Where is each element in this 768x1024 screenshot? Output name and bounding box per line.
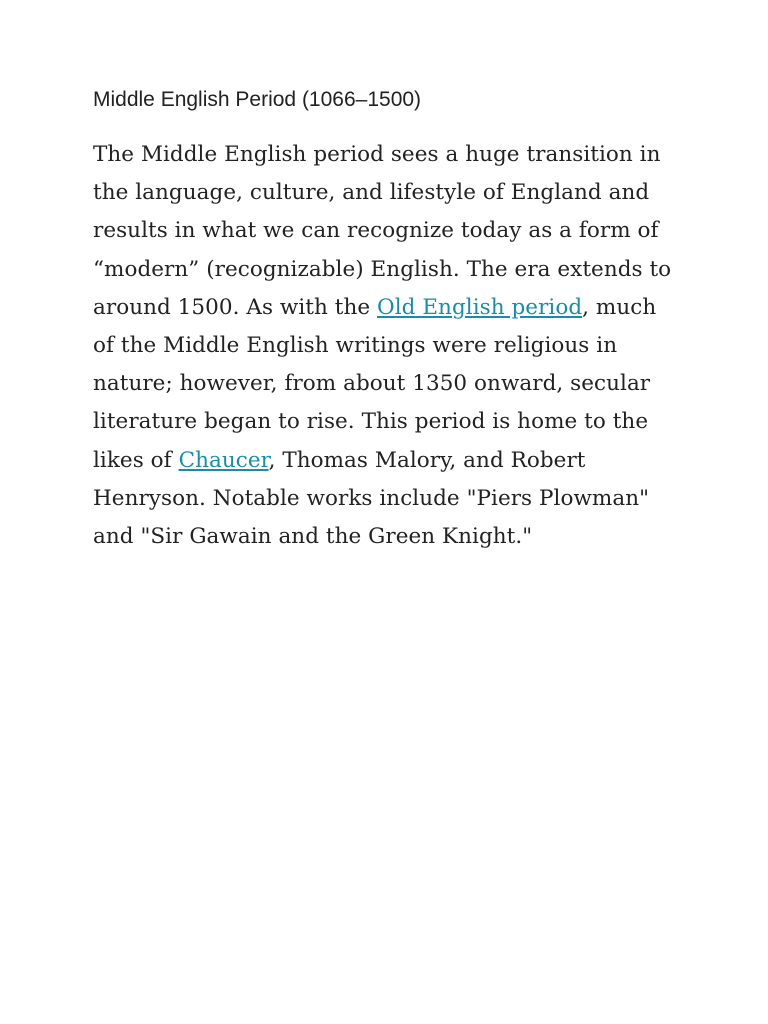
old-english-period-link[interactable]: Old English period [377, 294, 583, 320]
chaucer-link[interactable]: Chaucer [178, 447, 269, 473]
article [93, 86, 683, 556]
article-paragraph [93, 136, 683, 556]
paragraph-text-part-3: , Thomas Malory, and Robert Henryson. Notable works include "Piers Plowman" and "Sir Gawain and the Green Knight." [93, 447, 650, 550]
article-heading: Middle English Period (1066–1500) [93, 88, 422, 111]
paragraph-text-part-1: The Middle English period sees a huge transition in the language, culture, and lifestyle of England and results in what we can recognize today as a form of “modern” (recognizable) English. The era extends to around 1500. As with the [93, 142, 672, 320]
paragraph-text-part-2: , much of the Middle English writings were religious in nature; however, from about 1350 onward, secular literature began to rise. This period is home to the likes of [93, 294, 657, 473]
